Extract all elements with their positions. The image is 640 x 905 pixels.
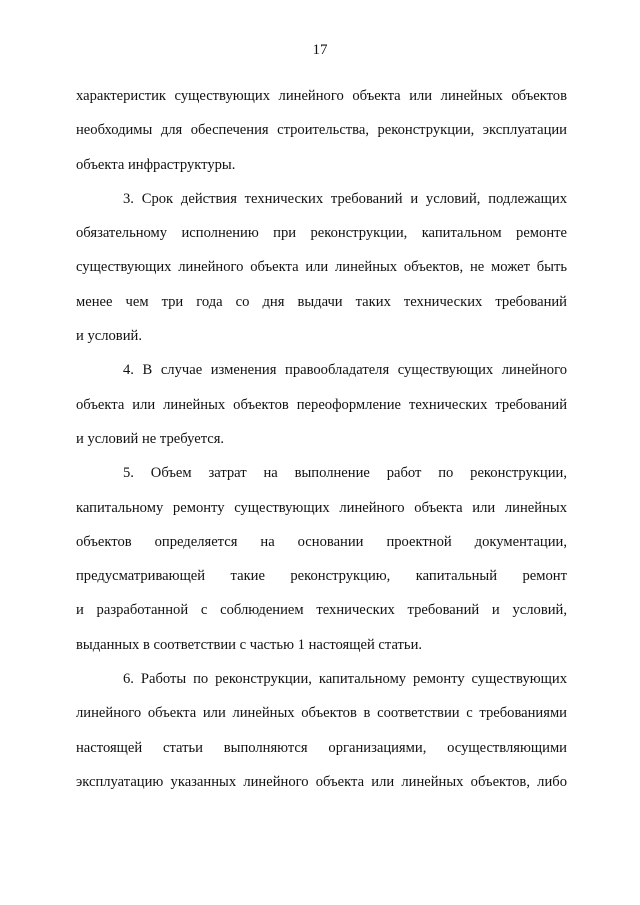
- paragraph-6: [76, 662, 567, 799]
- text-line: выданных в соответствии с частью 1 настоящей статьи.: [76, 636, 423, 653]
- paragraph-5: [76, 456, 567, 662]
- text-line: объектов определяется на основании проектной документации,: [76, 533, 567, 550]
- paragraph-continuation: [76, 79, 567, 182]
- text-line: 4. В случае изменения правообладателя существующих линейного: [123, 362, 567, 379]
- text-line: предусматривающей такие реконструкцию, капитальный ремонт: [76, 568, 567, 585]
- text-line: и разработанной с соблюдением технических требований и условий,: [76, 602, 567, 619]
- text-line: необходимы для обеспечения строительства, реконструкции, эксплуатации: [76, 122, 567, 139]
- text-line: характеристик существующих линейного объекта или линейных объектов: [76, 88, 567, 104]
- text-line: 3. Срок действия технических требований и условий, подлежащих: [123, 190, 567, 207]
- text-line: 5. Объем затрат на выполнение работ по реконструкции,: [123, 465, 567, 482]
- text-line: и условий не требуется.: [76, 430, 225, 447]
- text-line: существующих линейного объекта или линейных объектов, не может быть: [76, 259, 567, 276]
- text-line: линейного объекта или линейных объектов в соответствии с требованиями: [76, 705, 567, 722]
- document-body: [76, 79, 567, 799]
- text-line: и условий.: [76, 328, 142, 345]
- text-line: объекта или линейных объектов переоформление технических требований: [76, 396, 567, 413]
- text-line: объекта инфраструктуры.: [76, 156, 236, 173]
- text-line: менее чем три года со дня выдачи таких технических требований: [76, 293, 567, 310]
- text-line: обязательному исполнению при реконструкции, капитальном ремонте: [76, 225, 567, 242]
- text-line: эксплуатацию указанных линейного объекта или линейных объектов, либо: [76, 773, 567, 790]
- paragraph-4: [76, 353, 567, 456]
- text-line: настоящей статьи выполняются организациями, осуществляющими: [76, 739, 567, 756]
- paragraph-3: [76, 182, 567, 353]
- text-line: 6. Работы по реконструкции, капитальному ремонту существующих: [123, 671, 567, 688]
- page-number: 17: [312, 42, 328, 58]
- text-line: капитальному ремонту существующих линейного объекта или линейных: [76, 499, 567, 516]
